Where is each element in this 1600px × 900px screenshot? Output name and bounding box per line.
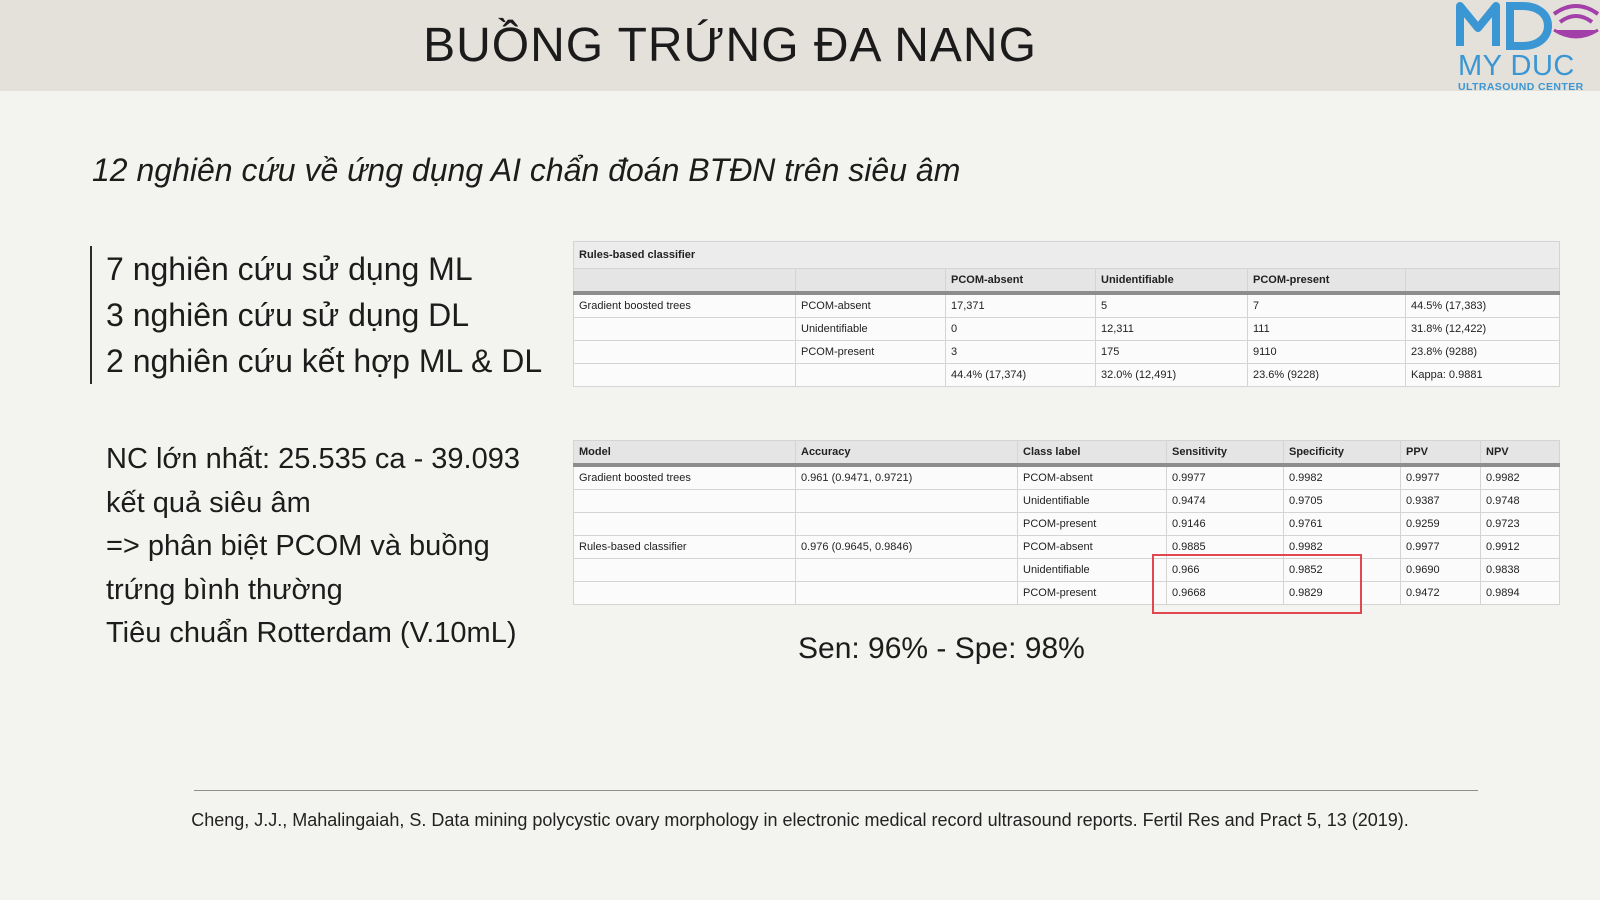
table-cell: 9110 [1248, 341, 1406, 364]
table-cell: 0.966 [1167, 559, 1284, 582]
table-cell: 0.9829 [1284, 582, 1401, 605]
table-cell: 31.8% (12,422) [1406, 318, 1560, 341]
table-cell [574, 582, 796, 605]
table-cell: 0.9885 [1167, 536, 1284, 559]
largest-study-details [106, 438, 520, 656]
detail-line: kết quả siêu âm [106, 486, 311, 519]
logo-name: MY DUC [1458, 50, 1575, 82]
table-cell: 0.9977 [1401, 536, 1481, 559]
table-cell: 0.9474 [1167, 490, 1284, 513]
table-cell: 0.9977 [1401, 465, 1481, 490]
table-row [574, 490, 1560, 513]
table-cell: 7 [1248, 293, 1406, 318]
table-row [574, 536, 1560, 559]
table-cell: 0.9748 [1481, 490, 1560, 513]
table-cell: Unidentifiable [1018, 559, 1167, 582]
table-cell: PCOM-absent [1018, 536, 1167, 559]
table-cell: Gradient boosted trees [574, 465, 796, 490]
table-cell [574, 364, 796, 387]
table-cell: 111 [1248, 318, 1406, 341]
table-header: Model [574, 441, 796, 466]
table-row [574, 293, 1560, 318]
my-duc-logo [1456, 0, 1600, 94]
logo-subtitle: ULTRASOUND CENTER [1458, 81, 1584, 93]
reference-citation: Cheng, J.J., Mahalingaiah, S. Data mining polycystic ovary morphology in electronic medical record ultrasound reports. Fertil Res and Pract 5, 13 (2019). [191, 810, 1409, 830]
table-row [574, 341, 1560, 364]
table-cell: Kappa: 0.9881 [1406, 364, 1560, 387]
table-row [574, 465, 1560, 490]
table-cell [574, 559, 796, 582]
logo-mark-icon [1456, 0, 1600, 52]
study-item: 2 nghiên cứu kết hợp ML & DL [106, 343, 543, 379]
table-cell [796, 490, 1018, 513]
table-header [1406, 269, 1560, 294]
table-row [574, 513, 1560, 536]
table-cell [574, 318, 796, 341]
table-cell [796, 513, 1018, 536]
table-cell: PCOM-absent [796, 293, 946, 318]
detail-line: Tiêu chuẩn Rotterdam (V.10mL) [106, 617, 517, 649]
detail-line: => phân biệt PCOM và buồng [106, 530, 490, 562]
table-header: Specificity [1284, 441, 1401, 466]
slide-title: BUỒNG TRỨNG ĐA NANG [423, 19, 1037, 72]
table-cell: 0.9852 [1284, 559, 1401, 582]
table-cell: 175 [1096, 341, 1248, 364]
table-cell: 0.9894 [1481, 582, 1560, 605]
table-header: NPV [1481, 441, 1560, 466]
table-cell: 23.6% (9228) [1248, 364, 1406, 387]
table-header: Unidentifiable [1096, 269, 1248, 294]
table-cell: 0.9982 [1284, 465, 1401, 490]
table-cell: 0.976 (0.9645, 0.9846) [796, 536, 1018, 559]
study-count-list [90, 246, 542, 384]
table-cell: 0.9690 [1401, 559, 1481, 582]
table-row [574, 559, 1560, 582]
table-row [574, 582, 1560, 605]
table-cell [796, 559, 1018, 582]
table-header: PCOM-absent [946, 269, 1096, 294]
table-cell: 23.8% (9288) [1406, 341, 1560, 364]
table-cell: PCOM-present [796, 341, 946, 364]
header-band [0, 0, 1600, 91]
table-cell: 3 [946, 341, 1096, 364]
slide-subtitle: 12 nghiên cứu về ứng dụng AI chẩn đoán BTĐN trên siêu âm [92, 152, 961, 188]
table-cell: PCOM-present [1018, 582, 1167, 605]
study-item: 3 nghiên cứu sử dụng DL [106, 297, 470, 333]
table-cell: 0.9259 [1401, 513, 1481, 536]
study-item: 7 nghiên cứu sử dụng ML [106, 251, 473, 287]
table-header [796, 269, 946, 294]
table-cell: 32.0% (12,491) [1096, 364, 1248, 387]
table-cell: 12,311 [1096, 318, 1248, 341]
table-header: Sensitivity [1167, 441, 1284, 466]
table-cell [574, 341, 796, 364]
table-cell: 0.9146 [1167, 513, 1284, 536]
table-row [574, 364, 1560, 387]
detail-line: trứng bình thường [106, 573, 343, 606]
table-cell: 44.4% (17,374) [946, 364, 1096, 387]
table-cell: 0 [946, 318, 1096, 341]
table-caption: Rules-based classifier [574, 242, 1560, 269]
detail-line: NC lớn nhất: 25.535 ca - 39.093 [106, 443, 521, 475]
table-cell: 0.9472 [1401, 582, 1481, 605]
table-cell: 0.9982 [1284, 536, 1401, 559]
table-cell: 44.5% (17,383) [1406, 293, 1560, 318]
table-cell: 17,371 [946, 293, 1096, 318]
table-cell [796, 364, 946, 387]
table-cell: 0.9761 [1284, 513, 1401, 536]
table-header: PPV [1401, 441, 1481, 466]
table-cell: 5 [1096, 293, 1248, 318]
table-header: Class label [1018, 441, 1167, 466]
confusion-matrix-table [573, 241, 1560, 387]
table-cell [574, 490, 796, 513]
table-cell: 0.9387 [1401, 490, 1481, 513]
table-cell: PCOM-absent [1018, 465, 1167, 490]
table-cell [796, 582, 1018, 605]
table-cell: Gradient boosted trees [574, 293, 796, 318]
table-cell: 0.9977 [1167, 465, 1284, 490]
table-header [574, 269, 796, 294]
table-cell: 0.9838 [1481, 559, 1560, 582]
table-cell: 0.961 (0.9471, 0.9721) [796, 465, 1018, 490]
table-cell: 0.9723 [1481, 513, 1560, 536]
table-cell: Rules-based classifier [574, 536, 796, 559]
table-cell [574, 513, 796, 536]
table-cell: 0.9705 [1284, 490, 1401, 513]
divider [194, 790, 1478, 791]
table-cell: PCOM-present [1018, 513, 1167, 536]
table-cell: Unidentifiable [796, 318, 946, 341]
table-header: PCOM-present [1248, 269, 1406, 294]
sensitivity-specificity-highlight-box [1152, 554, 1362, 614]
table-header: Accuracy [796, 441, 1018, 466]
table-cell: 0.9668 [1167, 582, 1284, 605]
table-cell: 0.9982 [1481, 465, 1560, 490]
sensitivity-specificity-summary: Sen: 96% - Spe: 98% [798, 632, 1085, 665]
table-cell: Unidentifiable [1018, 490, 1167, 513]
table-row [574, 318, 1560, 341]
table-cell: 0.9912 [1481, 536, 1560, 559]
model-metrics-table [573, 440, 1560, 605]
